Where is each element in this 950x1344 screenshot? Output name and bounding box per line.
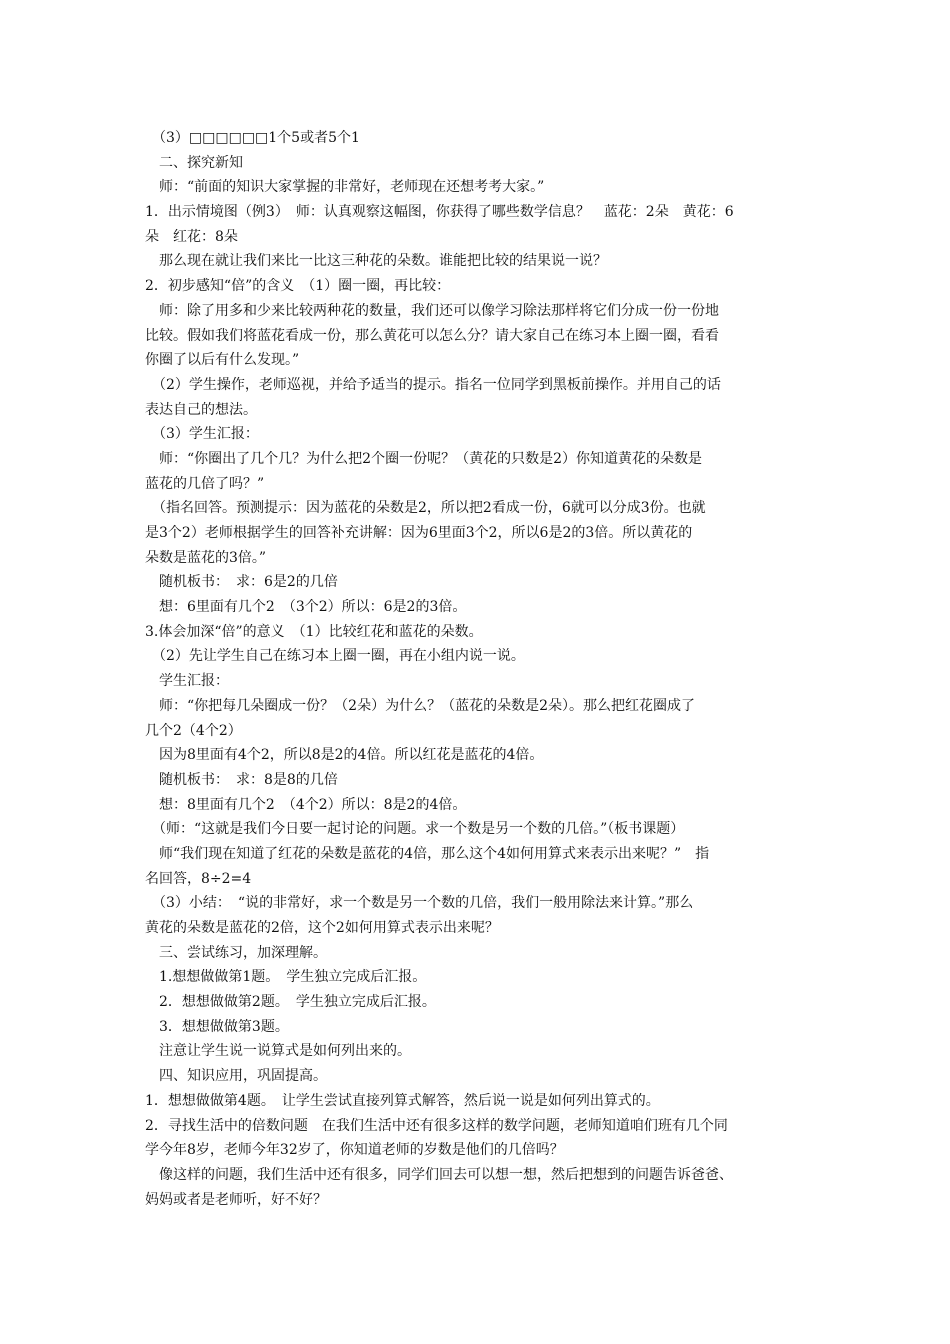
text-line: 是3个2）老师根据学生的回答补充讲解：因为6里面3个2，所以6是2的3倍。所以黄花的 bbox=[145, 525, 693, 541]
text-line: 学生汇报： bbox=[145, 673, 229, 690]
text-line: （3）小结： “说的非常好，求一个数是另一个数的几倍，我们一般用除法来计算。”那么 bbox=[145, 895, 694, 912]
text-line: 因为8里面有4个2，所以8是2的4倍。所以红花是蓝花的4倍。 bbox=[145, 747, 544, 764]
text-line: （师：“这就是我们今日要一起讨论的问题。求一个数是另一个数的几倍。”（板书课题） bbox=[145, 821, 685, 838]
text-line: 那么现在就让我们来比一比这三种花的朵数。谁能把比较的结果说一说？ bbox=[145, 253, 607, 270]
text-line: 师：“你把每几朵圈成一份？（2朵）为什么？（蓝花的朵数是2朵）。那么把红花圈成了 bbox=[145, 697, 695, 714]
text-line: 1．想想做做第4题。 让学生尝试直接列算式解答，然后说一说是如何列出算式的。 bbox=[145, 1092, 660, 1109]
text-line: 学今年8岁，老师今年32岁了，你知道老师的岁数是他们的几倍吗？ bbox=[145, 1142, 564, 1159]
text-line: 2．初步感知“倍”的含义 （1）圈一圈，再比较： bbox=[145, 278, 451, 295]
text-line: 想：6里面有几个2 （3个2）所以：6是2的3倍。 bbox=[145, 599, 467, 616]
text-line: 像这样的问题，我们生活中还有很多，同学们回去可以想一想，然后把想到的问题告诉爸爸、 bbox=[145, 1166, 733, 1183]
text-line: 几个2（4个2） bbox=[145, 722, 242, 739]
text-line: 2．想想做做第2题。 学生独立完成后汇报。 bbox=[145, 994, 436, 1011]
text-line: （3）□□□□□□1个5或者5个1 bbox=[145, 130, 360, 146]
text-line: 二、探究新知 bbox=[145, 154, 243, 171]
text-line: 黄花的朵数是蓝花的2倍，这个2如何用算式表示出来呢？ bbox=[145, 920, 499, 936]
text-line: 3.体会加深“倍”的意义 （1）比较红花和蓝花的朵数。 bbox=[145, 623, 483, 640]
text-line: 表达自己的想法。 bbox=[145, 401, 257, 418]
text-line: 师“我们现在知道了红花的朵数是蓝花的4倍，那么这个4如何用算式来表示出来呢？” 指 bbox=[145, 845, 710, 862]
text-line: 师：“前面的知识大家掌握的非常好，老师现在还想考考大家。” bbox=[145, 179, 545, 196]
text-line: （2）先让学生自己在练习本上圈一圈，再在小组内说一说。 bbox=[145, 648, 525, 665]
text-line: 师：“你圈出了几个几？为什么把2个圈一份呢？（黄花的只数是2）你知道黄花的朵数是 bbox=[145, 450, 702, 467]
text-line: 蓝花的几倍了吗？” bbox=[145, 475, 265, 492]
text-line: 随机板书： 求：6是2的几倍 bbox=[145, 574, 338, 591]
text-line: 朵 红花：8朵 bbox=[145, 228, 238, 245]
text-line: 1.想想做做第1题。 学生独立完成后汇报。 bbox=[145, 969, 427, 986]
text-line: 比较。假如我们将蓝花看成一份，那么黄花可以怎么分？请大家自己在练习本上圈一圈，看看 bbox=[145, 327, 719, 344]
text-line: （2）学生操作，老师巡视，并给予适当的提示。指名一位同学到黑板前操作。并用自己的话 bbox=[145, 376, 721, 393]
text-line: 2．寻找生活中的倍数问题 在我们生活中还有很多这样的数学问题，老师知道咱们班有几个同 bbox=[145, 1117, 728, 1134]
text-line: 注意让学生说一说算式是如何列出来的。 bbox=[145, 1043, 411, 1060]
text-line: 想：8里面有几个2 （4个2）所以：8是2的4倍。 bbox=[145, 796, 467, 813]
text-line: 朵数是蓝花的3倍。” bbox=[145, 549, 267, 566]
text-line: 1．出示情境图（例3） 师：认真观察这幅图，你获得了哪些数学信息？ 蓝花：2朵 黄花：6 bbox=[145, 204, 734, 221]
text-line: 妈妈或者是老师听，好不好？ bbox=[145, 1191, 327, 1208]
text-line: （指名回答。预测提示：因为蓝花的朵数是2，所以把2看成一份，6就可以分成3份。也就 bbox=[145, 500, 706, 517]
text-line: 随机板书： 求：8是8的几倍 bbox=[145, 771, 338, 788]
text-line: 名回答，8÷2=4 bbox=[145, 870, 252, 887]
text-line: 四、知识应用，巩固提高。 bbox=[145, 1068, 327, 1085]
text-line: 三、尝试练习，加深理解。 bbox=[145, 944, 327, 961]
text-line: 师：除了用多和少来比较两种花的数量，我们还可以像学习除法那样将它们分成一份一份地 bbox=[145, 302, 719, 319]
text-line: （3）学生汇报： bbox=[145, 426, 259, 443]
document-page bbox=[145, 126, 810, 1212]
text-line: 3．想想做做第3题。 bbox=[145, 1018, 289, 1035]
text-line: 你圈了以后有什么发现。” bbox=[145, 352, 300, 369]
